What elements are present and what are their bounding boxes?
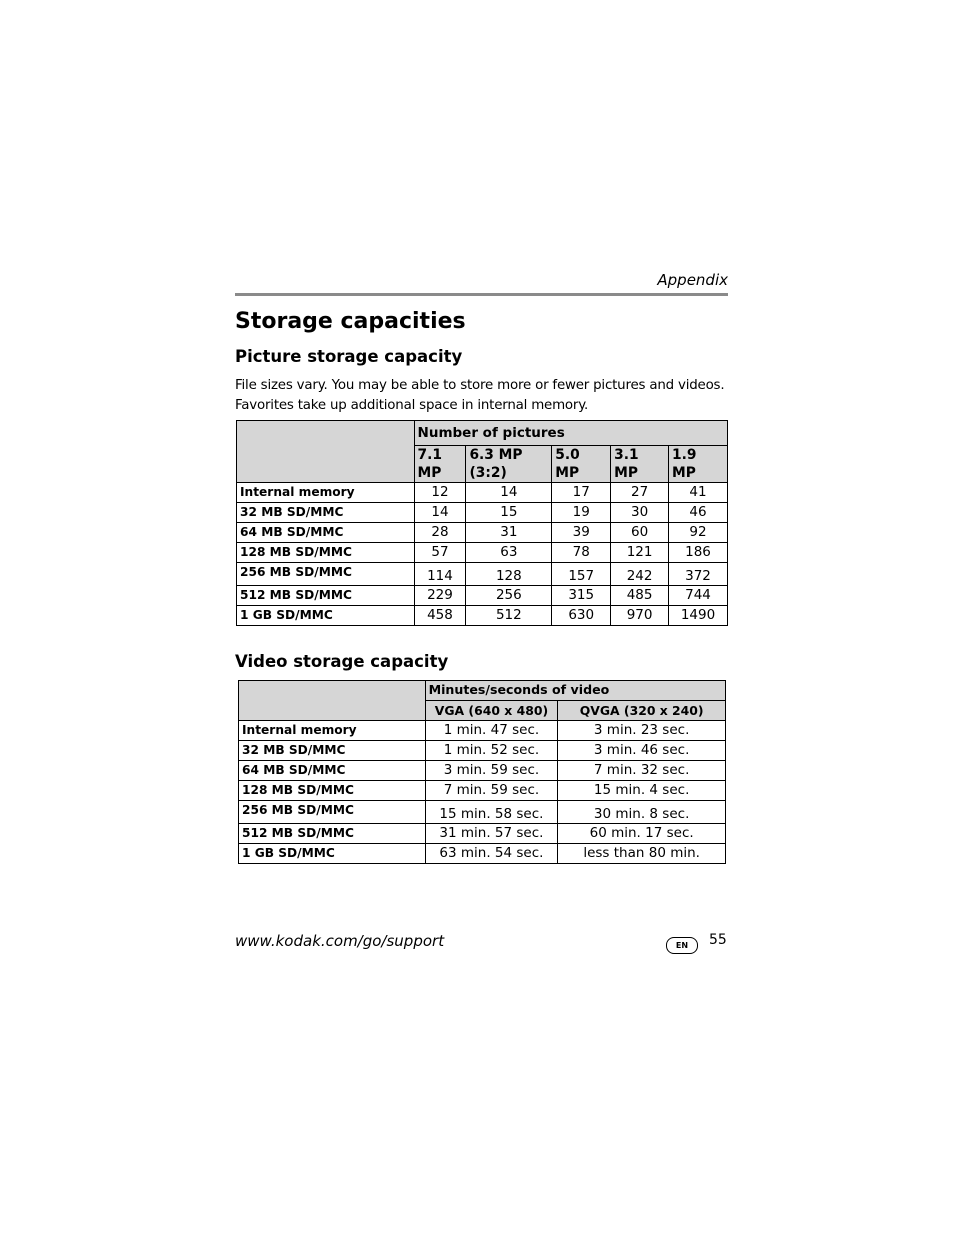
table-cell: 128 bbox=[466, 563, 552, 586]
table-row bbox=[237, 606, 728, 626]
table-row bbox=[237, 503, 728, 523]
page-number: 55 bbox=[709, 932, 727, 948]
group-header: Minutes/seconds of video bbox=[425, 681, 725, 701]
video-capacity-table bbox=[238, 680, 726, 864]
table-cell: 121 bbox=[611, 543, 669, 563]
column-header: 5.0 MP bbox=[552, 446, 611, 483]
table-row bbox=[237, 563, 728, 586]
column-header: 7.1 MP bbox=[414, 446, 466, 483]
row-label: 64 MB SD/MMC bbox=[239, 761, 426, 781]
table-cell: 41 bbox=[669, 483, 728, 503]
table-row bbox=[239, 761, 726, 781]
table-cell: 512 bbox=[466, 606, 552, 626]
column-header: VGA (640 x 480) bbox=[425, 701, 558, 721]
table-row bbox=[239, 844, 726, 864]
table-cell: 1 min. 47 sec. bbox=[425, 721, 558, 741]
row-label: 1 GB SD/MMC bbox=[237, 606, 415, 626]
table-cell: 17 bbox=[552, 483, 611, 503]
section-label: Appendix bbox=[657, 271, 728, 289]
table-row bbox=[237, 483, 728, 503]
row-label: 512 MB SD/MMC bbox=[239, 824, 426, 844]
picture-intro: File sizes vary. You may be able to store more or fewer pictures and videos. Favorites take up additional space in internal memory. bbox=[235, 378, 725, 413]
table-cell: less than 80 min. bbox=[558, 844, 726, 864]
table-row bbox=[239, 824, 726, 844]
row-label: 128 MB SD/MMC bbox=[237, 543, 415, 563]
table-row bbox=[239, 721, 726, 741]
row-label: 256 MB SD/MMC bbox=[239, 801, 426, 824]
language-badge: EN bbox=[666, 937, 698, 954]
table-cell: 242 bbox=[611, 563, 669, 586]
table-row bbox=[239, 801, 726, 824]
table-cell: 7 min. 59 sec. bbox=[425, 781, 558, 801]
table-cell: 31 min. 57 sec. bbox=[425, 824, 558, 844]
table-cell: 186 bbox=[669, 543, 728, 563]
table-cell: 60 bbox=[611, 523, 669, 543]
table-cell: 12 bbox=[414, 483, 466, 503]
table-row bbox=[237, 586, 728, 606]
table-cell: 7 min. 32 sec. bbox=[558, 761, 726, 781]
table-cell: 372 bbox=[669, 563, 728, 586]
row-label: 128 MB SD/MMC bbox=[239, 781, 426, 801]
support-url: www.kodak.com/go/support bbox=[235, 932, 445, 950]
row-label: 32 MB SD/MMC bbox=[239, 741, 426, 761]
table-cell: 256 bbox=[466, 586, 552, 606]
table-cell: 30 bbox=[611, 503, 669, 523]
table-cell: 57 bbox=[414, 543, 466, 563]
table-cell: 14 bbox=[414, 503, 466, 523]
row-label: Internal memory bbox=[237, 483, 415, 503]
table-cell: 3 min. 46 sec. bbox=[558, 741, 726, 761]
table-cell: 31 bbox=[466, 523, 552, 543]
table-cell: 458 bbox=[414, 606, 466, 626]
table-cell: 14 bbox=[466, 483, 552, 503]
table-row bbox=[239, 741, 726, 761]
table-cell: 1 min. 52 sec. bbox=[425, 741, 558, 761]
table-cell: 28 bbox=[414, 523, 466, 543]
table-cell: 744 bbox=[669, 586, 728, 606]
table-cell: 315 bbox=[552, 586, 611, 606]
table-cell: 15 min. 4 sec. bbox=[558, 781, 726, 801]
table-cell: 3 min. 23 sec. bbox=[558, 721, 726, 741]
row-label: 32 MB SD/MMC bbox=[237, 503, 415, 523]
picture-capacity-table bbox=[236, 420, 728, 626]
column-header: 1.9 MP bbox=[669, 446, 728, 483]
column-header: 6.3 MP (3:2) bbox=[466, 446, 552, 483]
table-cell: 30 min. 8 sec. bbox=[558, 801, 726, 824]
page-title: Storage capacities bbox=[235, 309, 466, 334]
table-cell: 970 bbox=[611, 606, 669, 626]
table-corner bbox=[237, 421, 415, 483]
header-rule bbox=[235, 293, 728, 296]
picture-heading: Picture storage capacity bbox=[235, 347, 463, 366]
table-row bbox=[237, 523, 728, 543]
table-cell: 46 bbox=[669, 503, 728, 523]
column-header: QVGA (320 x 240) bbox=[558, 701, 726, 721]
table-cell: 485 bbox=[611, 586, 669, 606]
video-heading: Video storage capacity bbox=[235, 652, 449, 671]
table-cell: 60 min. 17 sec. bbox=[558, 824, 726, 844]
table-cell: 15 min. 58 sec. bbox=[425, 801, 558, 824]
table-cell: 15 bbox=[466, 503, 552, 523]
row-label: 256 MB SD/MMC bbox=[237, 563, 415, 586]
table-cell: 1490 bbox=[669, 606, 728, 626]
row-label: Internal memory bbox=[239, 721, 426, 741]
table-cell: 19 bbox=[552, 503, 611, 523]
table-cell: 92 bbox=[669, 523, 728, 543]
table-cell: 27 bbox=[611, 483, 669, 503]
row-label: 512 MB SD/MMC bbox=[237, 586, 415, 606]
column-header: 3.1 MP bbox=[611, 446, 669, 483]
group-header: Number of pictures bbox=[414, 421, 727, 446]
table-cell: 3 min. 59 sec. bbox=[425, 761, 558, 781]
table-corner bbox=[239, 681, 426, 721]
table-cell: 63 min. 54 sec. bbox=[425, 844, 558, 864]
table-cell: 78 bbox=[552, 543, 611, 563]
table-cell: 63 bbox=[466, 543, 552, 563]
row-label: 64 MB SD/MMC bbox=[237, 523, 415, 543]
table-cell: 39 bbox=[552, 523, 611, 543]
table-cell: 114 bbox=[414, 563, 466, 586]
table-cell: 630 bbox=[552, 606, 611, 626]
table-row bbox=[237, 543, 728, 563]
table-row bbox=[239, 781, 726, 801]
table-cell: 229 bbox=[414, 586, 466, 606]
row-label: 1 GB SD/MMC bbox=[239, 844, 426, 864]
table-cell: 157 bbox=[552, 563, 611, 586]
